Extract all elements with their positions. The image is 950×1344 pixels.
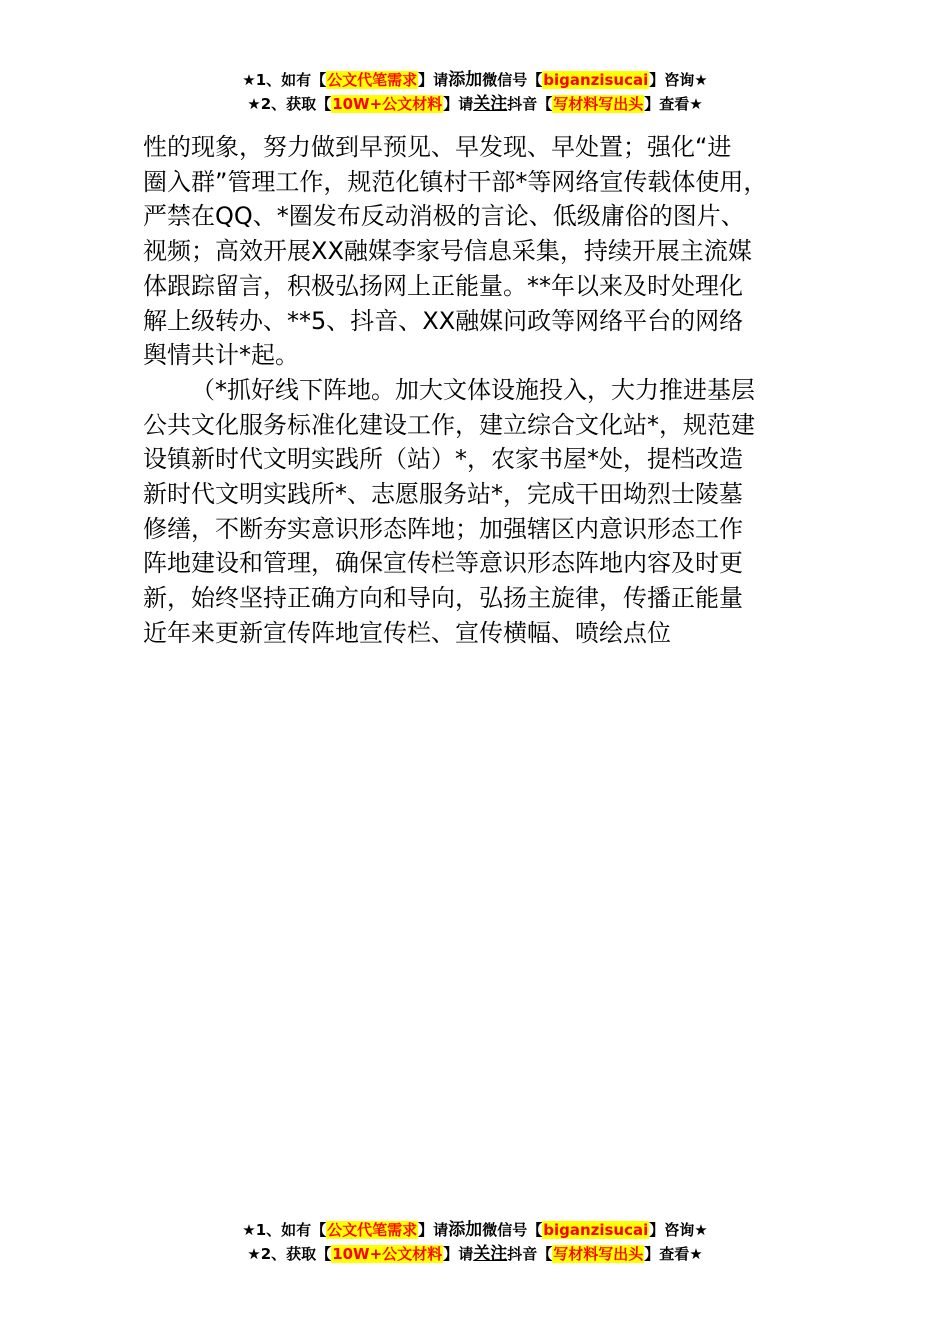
body-line: 公共文化服务标准化建设工作，建立综合文化站*，规范建	[143, 410, 755, 439]
banner-text: 抖音【	[507, 95, 553, 113]
banner-text: 】咨询	[649, 71, 695, 89]
body-line: 新，始终坚持正确方向和导向，弘扬主旋律，传播正能量	[143, 584, 743, 613]
douyin-id: 写材料写出头	[553, 1245, 644, 1263]
banner-text: 】请	[443, 1245, 474, 1263]
banner-line-1	[0, 68, 950, 92]
banner-text: 微信号【	[482, 1221, 543, 1239]
douyin-id: 写材料写出头	[553, 95, 644, 113]
star-icon: ★	[694, 71, 708, 89]
banner-text: 】查看	[644, 95, 690, 113]
banner-text: 】请	[443, 95, 474, 113]
banner-text: 】咨询	[649, 1221, 695, 1239]
star-icon: ★	[242, 71, 256, 89]
banner-text: 】请	[418, 71, 449, 89]
body-line: 圈入群”管理工作，规范化镇村干部*等网络宣传载体使用，	[143, 167, 768, 196]
document-body	[143, 130, 843, 651]
body-line: 舆情共计*起。	[143, 341, 299, 370]
banner-text: 】请	[418, 1221, 449, 1239]
body-line: 阵地建设和管理，确保宣传栏等意识形态阵地内容及时更	[143, 549, 743, 578]
banner-line-2	[0, 1242, 950, 1266]
star-icon: ★	[689, 95, 703, 113]
banner-text: 抖音【	[507, 1245, 553, 1263]
banner-text: 2、获取【	[260, 95, 332, 113]
star-icon: ★	[694, 1221, 708, 1239]
star-icon: ★	[247, 1245, 261, 1263]
highlight-text: 公文代笔需求	[327, 71, 418, 89]
body-line: 修缮，不断夯实意识形态阵地；加强辖区内意识形态工作	[143, 514, 743, 543]
body-line: 设镇新时代文明实践所（站）*，农家书屋*处，提档改造	[143, 445, 743, 474]
paragraph-start-line: （*抓好线下阵地。加大文体设施投入，大力推进基层	[191, 375, 755, 404]
banner-line-2	[0, 92, 950, 116]
body-line: 解上级转办、**5、抖音、XX融媒问政等网络平台的网络	[143, 306, 744, 335]
banner-text: 2、获取【	[260, 1245, 332, 1263]
banner-text: 微信号【	[482, 71, 543, 89]
banner-line-1	[0, 1218, 950, 1242]
emphasis-text: 添加	[448, 1220, 483, 1240]
wechat-id: biganzisucai	[543, 1221, 649, 1239]
header-banner	[0, 68, 950, 116]
highlight-text: 公文代笔需求	[327, 1221, 418, 1239]
emphasis-text: 关注	[473, 1244, 508, 1264]
footer-banner	[0, 1218, 950, 1266]
body-line: 新时代文明实践所*、志愿服务站*，完成干田坳烈士陵墓	[143, 480, 743, 509]
star-icon: ★	[247, 95, 261, 113]
body-line: 近年来更新宣传阵地宣传栏、宣传横幅、喷绘点位	[143, 618, 671, 647]
banner-text: 1、如有【	[255, 1221, 327, 1239]
body-line: 视频；高效开展XX融媒李家号信息采集，持续开展主流媒	[143, 237, 752, 266]
body-line: 体跟踪留言，积极弘扬网上正能量。**年以来及时处理化	[143, 271, 743, 300]
banner-text: 1、如有【	[255, 71, 327, 89]
body-line: 严禁在QQ、*圈发布反动消极的言论、低级庸俗的图片、	[143, 202, 745, 231]
wechat-id: biganzisucai	[543, 71, 649, 89]
highlight-text: 10W+公文材料	[332, 1245, 443, 1263]
highlight-text: 10W+公文材料	[332, 95, 443, 113]
body-line: 性的现象，努力做到早预见、早发现、早处置；强化“进	[143, 133, 732, 161]
banner-text: 】查看	[644, 1245, 690, 1263]
star-icon: ★	[242, 1221, 256, 1239]
emphasis-text: 关注	[473, 94, 508, 114]
star-icon: ★	[689, 1245, 703, 1263]
emphasis-text: 添加	[448, 70, 483, 90]
